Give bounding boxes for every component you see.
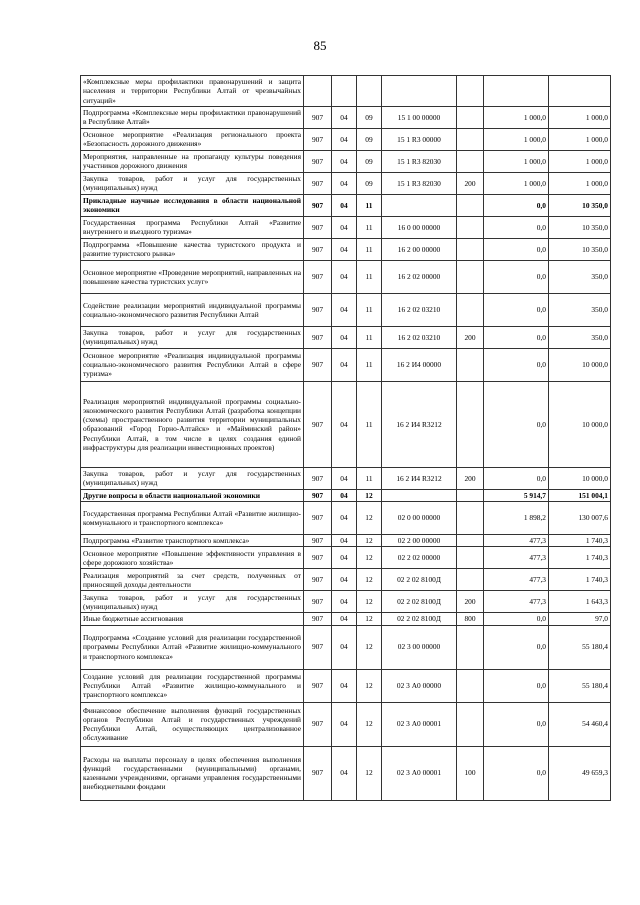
amount-year-2: 10 350,0 xyxy=(549,238,611,260)
subsection-code: 12 xyxy=(357,613,382,625)
row-name: Создание условий для реализации государственной программы Республики Алтай «Развитие жилищно-коммунального и транспортного комплекса» xyxy=(81,669,304,702)
expense-type-code: 200 xyxy=(457,591,484,613)
section-code: 04 xyxy=(332,613,357,625)
target-article-code xyxy=(382,489,457,501)
target-article-code: 16 2 И4 R3212 xyxy=(382,381,457,467)
table-row xyxy=(81,625,611,669)
subsection-code: 11 xyxy=(357,381,382,467)
subsection-code: 12 xyxy=(357,702,382,746)
expense-type-code xyxy=(457,502,484,535)
row-name: Закупка товаров, работ и услуг для государственных (муниципальных) нужд xyxy=(81,591,304,613)
amount-year-2: 1 000,0 xyxy=(549,150,611,172)
target-article-code: 16 2 00 00000 xyxy=(382,238,457,260)
grbs-code: 907 xyxy=(304,172,332,194)
target-article-code: 02 3 А0 00000 xyxy=(382,669,457,702)
subsection-code: 12 xyxy=(357,547,382,569)
table-row xyxy=(81,172,611,194)
subsection-code: 12 xyxy=(357,535,382,547)
grbs-code: 907 xyxy=(304,535,332,547)
target-article-code: 02 2 02 8100Д xyxy=(382,613,457,625)
section-code: 04 xyxy=(332,547,357,569)
table-row xyxy=(81,467,611,489)
expense-type-code xyxy=(457,625,484,669)
subsection-code: 12 xyxy=(357,591,382,613)
target-article-code: 02 2 02 8100Д xyxy=(382,569,457,591)
section-code: 04 xyxy=(332,502,357,535)
table-row xyxy=(81,613,611,625)
amount-year-2 xyxy=(549,76,611,107)
row-name: Государственная программа Республики Алтай «Развитие жилищно-коммунального и транспортного комплекса» xyxy=(81,502,304,535)
expense-type-code xyxy=(457,702,484,746)
amount-year-1: 0,0 xyxy=(484,702,549,746)
subsection-code: 11 xyxy=(357,293,382,326)
expense-type-code xyxy=(457,260,484,293)
grbs-code: 907 xyxy=(304,669,332,702)
section-code: 04 xyxy=(332,106,357,128)
subsection-code xyxy=(357,76,382,107)
expense-type-code xyxy=(457,348,484,381)
subsection-code: 12 xyxy=(357,502,382,535)
subsection-code: 09 xyxy=(357,172,382,194)
target-article-code xyxy=(382,194,457,216)
expense-type-code: 200 xyxy=(457,172,484,194)
amount-year-2: 1 000,0 xyxy=(549,106,611,128)
section-code: 04 xyxy=(332,238,357,260)
target-article-code: 15 1 00 00000 xyxy=(382,106,457,128)
table-row xyxy=(81,535,611,547)
expense-type-code: 200 xyxy=(457,467,484,489)
row-name: Государственная программа Республики Алтай «Развитие внутреннего и въездного туризма» xyxy=(81,216,304,238)
section-code: 04 xyxy=(332,216,357,238)
amount-year-2: 10 350,0 xyxy=(549,216,611,238)
subsection-code: 11 xyxy=(357,326,382,348)
section-code: 04 xyxy=(332,467,357,489)
expense-type-code xyxy=(457,547,484,569)
grbs-code: 907 xyxy=(304,613,332,625)
section-code: 04 xyxy=(332,260,357,293)
table-row xyxy=(81,150,611,172)
expense-type-code xyxy=(457,535,484,547)
amount-year-1: 477,3 xyxy=(484,547,549,569)
amount-year-2: 55 180,4 xyxy=(549,669,611,702)
expense-type-code xyxy=(457,216,484,238)
grbs-code: 907 xyxy=(304,150,332,172)
amount-year-2: 1 000,0 xyxy=(549,128,611,150)
row-name: Закупка товаров, работ и услуг для государственных (муниципальных) нужд xyxy=(81,326,304,348)
amount-year-1: 0,0 xyxy=(484,625,549,669)
table-row xyxy=(81,76,611,107)
subsection-code: 11 xyxy=(357,216,382,238)
expense-type-code xyxy=(457,238,484,260)
row-name: Основное мероприятие «Реализация индивидуальной программы социально-экономического развития Республики Алтай в сфере туризма» xyxy=(81,348,304,381)
amount-year-2: 10 000,0 xyxy=(549,467,611,489)
grbs-code: 907 xyxy=(304,293,332,326)
section-code: 04 xyxy=(332,172,357,194)
amount-year-1: 5 914,7 xyxy=(484,489,549,501)
grbs-code: 907 xyxy=(304,260,332,293)
row-name: Мероприятия, направленные на пропаганду культуры поведения участников дорожного движения xyxy=(81,150,304,172)
amount-year-1: 0,0 xyxy=(484,260,549,293)
grbs-code: 907 xyxy=(304,467,332,489)
grbs-code: 907 xyxy=(304,106,332,128)
row-name: Подпрограмма «Повышение качества туристского продукта и развитие туристского рынка» xyxy=(81,238,304,260)
row-name: Подпрограмма «Комплексные меры профилактики правонарушений в Республике Алтай» xyxy=(81,106,304,128)
subsection-code: 11 xyxy=(357,260,382,293)
amount-year-1: 0,0 xyxy=(484,746,549,800)
row-name: Основное мероприятие «Проведение мероприятий, направленных на повышение качества туристских услуг» xyxy=(81,260,304,293)
expense-type-code xyxy=(457,194,484,216)
row-name: Закупка товаров, работ и услуг для государственных (муниципальных) нужд xyxy=(81,172,304,194)
expense-type-code xyxy=(457,76,484,107)
table-row xyxy=(81,591,611,613)
amount-year-1: 0,0 xyxy=(484,293,549,326)
expense-type-code: 800 xyxy=(457,613,484,625)
row-name: Другие вопросы в области национальной экономики xyxy=(81,489,304,501)
subsection-code: 11 xyxy=(357,348,382,381)
row-name: Содействие реализации мероприятий индивидуальной программы социально-экономического развития Республики Алтай xyxy=(81,293,304,326)
amount-year-2: 54 460,4 xyxy=(549,702,611,746)
section-code: 04 xyxy=(332,591,357,613)
target-article-code: 02 0 00 00000 xyxy=(382,502,457,535)
section-code: 04 xyxy=(332,194,357,216)
table-row xyxy=(81,238,611,260)
amount-year-2: 1 000,0 xyxy=(549,172,611,194)
target-article-code: 15 1 R3 82030 xyxy=(382,172,457,194)
amount-year-1: 1 000,0 xyxy=(484,106,549,128)
amount-year-1: 0,0 xyxy=(484,326,549,348)
amount-year-2: 1 740,3 xyxy=(549,547,611,569)
section-code: 04 xyxy=(332,569,357,591)
expense-type-code xyxy=(457,128,484,150)
row-name: Финансовое обеспечение выполнения функций государственных органов Республики Алтай и государственных учреждений Республики Алтай, осуществляющих централизованное обслуживание xyxy=(81,702,304,746)
row-name: «Комплексные меры профилактики правонарушений и защита населения и территории Республики Алтай от чрезвычайных ситуаций» xyxy=(81,76,304,107)
target-article-code: 16 0 00 00000 xyxy=(382,216,457,238)
table-row xyxy=(81,702,611,746)
grbs-code: 907 xyxy=(304,746,332,800)
row-name: Реализация мероприятий за счет средств, полученных от приносящей доходы деятельности xyxy=(81,569,304,591)
target-article-code: 16 2 И4 R3212 xyxy=(382,467,457,489)
expense-type-code xyxy=(457,381,484,467)
amount-year-2: 1 740,3 xyxy=(549,535,611,547)
grbs-code: 907 xyxy=(304,194,332,216)
grbs-code xyxy=(304,76,332,107)
grbs-code: 907 xyxy=(304,326,332,348)
amount-year-1: 477,3 xyxy=(484,535,549,547)
table-row xyxy=(81,106,611,128)
section-code: 04 xyxy=(332,669,357,702)
target-article-code: 16 2 02 03210 xyxy=(382,293,457,326)
section-code: 04 xyxy=(332,128,357,150)
amount-year-1: 477,3 xyxy=(484,591,549,613)
expense-type-code xyxy=(457,669,484,702)
amount-year-2: 350,0 xyxy=(549,260,611,293)
target-article-code: 02 2 02 00000 xyxy=(382,547,457,569)
section-code xyxy=(332,76,357,107)
row-name: Основное мероприятие «Повышение эффективности управления в сфере дорожного хозяйства» xyxy=(81,547,304,569)
subsection-code: 12 xyxy=(357,569,382,591)
table-row xyxy=(81,348,611,381)
target-article-code: 16 2 02 03210 xyxy=(382,326,457,348)
expense-type-code: 100 xyxy=(457,746,484,800)
amount-year-1: 0,0 xyxy=(484,194,549,216)
table-row xyxy=(81,669,611,702)
grbs-code: 907 xyxy=(304,625,332,669)
amount-year-2: 49 659,3 xyxy=(549,746,611,800)
section-code: 04 xyxy=(332,293,357,326)
section-code: 04 xyxy=(332,150,357,172)
amount-year-1: 1 898,2 xyxy=(484,502,549,535)
amount-year-2: 10 000,0 xyxy=(549,348,611,381)
grbs-code: 907 xyxy=(304,547,332,569)
table-row xyxy=(81,216,611,238)
row-name: Иные бюджетные ассигнования xyxy=(81,613,304,625)
table-row xyxy=(81,746,611,800)
amount-year-1: 0,0 xyxy=(484,238,549,260)
amount-year-2: 10 000,0 xyxy=(549,381,611,467)
amount-year-2: 1 643,3 xyxy=(549,591,611,613)
page-number: 85 xyxy=(313,38,327,53)
row-name: Закупка товаров, работ и услуг для государственных (муниципальных) нужд xyxy=(81,467,304,489)
target-article-code xyxy=(382,76,457,107)
row-name: Прикладные научные исследования в области национальной экономики xyxy=(81,194,304,216)
subsection-code: 09 xyxy=(357,128,382,150)
table-row xyxy=(81,547,611,569)
amount-year-2: 97,0 xyxy=(549,613,611,625)
grbs-code: 907 xyxy=(304,381,332,467)
budget-table xyxy=(80,75,611,801)
table-row xyxy=(81,489,611,501)
table-row xyxy=(81,502,611,535)
target-article-code: 02 3 00 00000 xyxy=(382,625,457,669)
section-code: 04 xyxy=(332,381,357,467)
section-code: 04 xyxy=(332,702,357,746)
amount-year-1: 1 000,0 xyxy=(484,150,549,172)
amount-year-1: 0,0 xyxy=(484,613,549,625)
amount-year-2: 10 350,0 xyxy=(549,194,611,216)
table-row xyxy=(81,569,611,591)
subsection-code: 12 xyxy=(357,489,382,501)
row-name: Подпрограмма «Создание условий для реализации государственной программы Республики Алтай «Развитие жилищно-коммунального и транспортного комплекса» xyxy=(81,625,304,669)
section-code: 04 xyxy=(332,348,357,381)
grbs-code: 907 xyxy=(304,216,332,238)
target-article-code: 02 2 00 00000 xyxy=(382,535,457,547)
expense-type-code xyxy=(457,150,484,172)
grbs-code: 907 xyxy=(304,591,332,613)
amount-year-1: 1 000,0 xyxy=(484,128,549,150)
expense-type-code xyxy=(457,489,484,501)
amount-year-1: 0,0 xyxy=(484,348,549,381)
grbs-code: 907 xyxy=(304,569,332,591)
table-row xyxy=(81,381,611,467)
table-row xyxy=(81,293,611,326)
amount-year-1: 0,0 xyxy=(484,467,549,489)
table-row xyxy=(81,326,611,348)
amount-year-2: 55 180,4 xyxy=(549,625,611,669)
row-name: Подпрограмма «Развитие транспортного комплекса» xyxy=(81,535,304,547)
row-name: Основное мероприятие «Реализация регионального проекта «Безопасность дорожного движения» xyxy=(81,128,304,150)
subsection-code: 11 xyxy=(357,238,382,260)
subsection-code: 09 xyxy=(357,106,382,128)
amount-year-1: 1 000,0 xyxy=(484,172,549,194)
section-code: 04 xyxy=(332,326,357,348)
table-row xyxy=(81,260,611,293)
amount-year-2: 350,0 xyxy=(549,326,611,348)
amount-year-1 xyxy=(484,76,549,107)
grbs-code: 907 xyxy=(304,502,332,535)
target-article-code: 02 2 02 8100Д xyxy=(382,591,457,613)
expense-type-code xyxy=(457,293,484,326)
amount-year-1: 477,3 xyxy=(484,569,549,591)
target-article-code: 02 3 А0 00001 xyxy=(382,746,457,800)
subsection-code: 12 xyxy=(357,746,382,800)
section-code: 04 xyxy=(332,489,357,501)
subsection-code: 11 xyxy=(357,467,382,489)
section-code: 04 xyxy=(332,746,357,800)
amount-year-2: 1 740,3 xyxy=(549,569,611,591)
subsection-code: 12 xyxy=(357,625,382,669)
target-article-code: 16 2 02 00000 xyxy=(382,260,457,293)
table-row xyxy=(81,128,611,150)
subsection-code: 09 xyxy=(357,150,382,172)
target-article-code: 15 1 R3 00000 xyxy=(382,128,457,150)
grbs-code: 907 xyxy=(304,238,332,260)
target-article-code: 16 2 И4 00000 xyxy=(382,348,457,381)
row-name: Реализация мероприятий индивидуальной программы социально-экономического развития Республики Алтай (разработка концепции (схемы) пространственного развития территории муниципальных образований «Город Горно-Алтайск» и «Майминский район» Республики Алтай, в том числе в целях создания единой инфраструктуры для реализации инвестиционных проектов) xyxy=(81,381,304,467)
expense-type-code: 200 xyxy=(457,326,484,348)
amount-year-2: 130 007,6 xyxy=(549,502,611,535)
amount-year-1: 0,0 xyxy=(484,381,549,467)
grbs-code: 907 xyxy=(304,348,332,381)
amount-year-2: 151 004,1 xyxy=(549,489,611,501)
target-article-code: 02 3 А0 00001 xyxy=(382,702,457,746)
amount-year-1: 0,0 xyxy=(484,669,549,702)
row-name: Расходы на выплаты персоналу в целях обеспечения выполнения функций государственными (муниципальными) органами, казенными учреждениями, органами управления государственными внебюджетными фондами xyxy=(81,746,304,800)
amount-year-1: 0,0 xyxy=(484,216,549,238)
amount-year-2: 350,0 xyxy=(549,293,611,326)
table-row xyxy=(81,194,611,216)
subsection-code: 11 xyxy=(357,194,382,216)
grbs-code: 907 xyxy=(304,489,332,501)
section-code: 04 xyxy=(332,535,357,547)
expense-type-code xyxy=(457,569,484,591)
subsection-code: 12 xyxy=(357,669,382,702)
expense-type-code xyxy=(457,106,484,128)
target-article-code: 15 1 R3 82030 xyxy=(382,150,457,172)
grbs-code: 907 xyxy=(304,128,332,150)
grbs-code: 907 xyxy=(304,702,332,746)
section-code: 04 xyxy=(332,625,357,669)
